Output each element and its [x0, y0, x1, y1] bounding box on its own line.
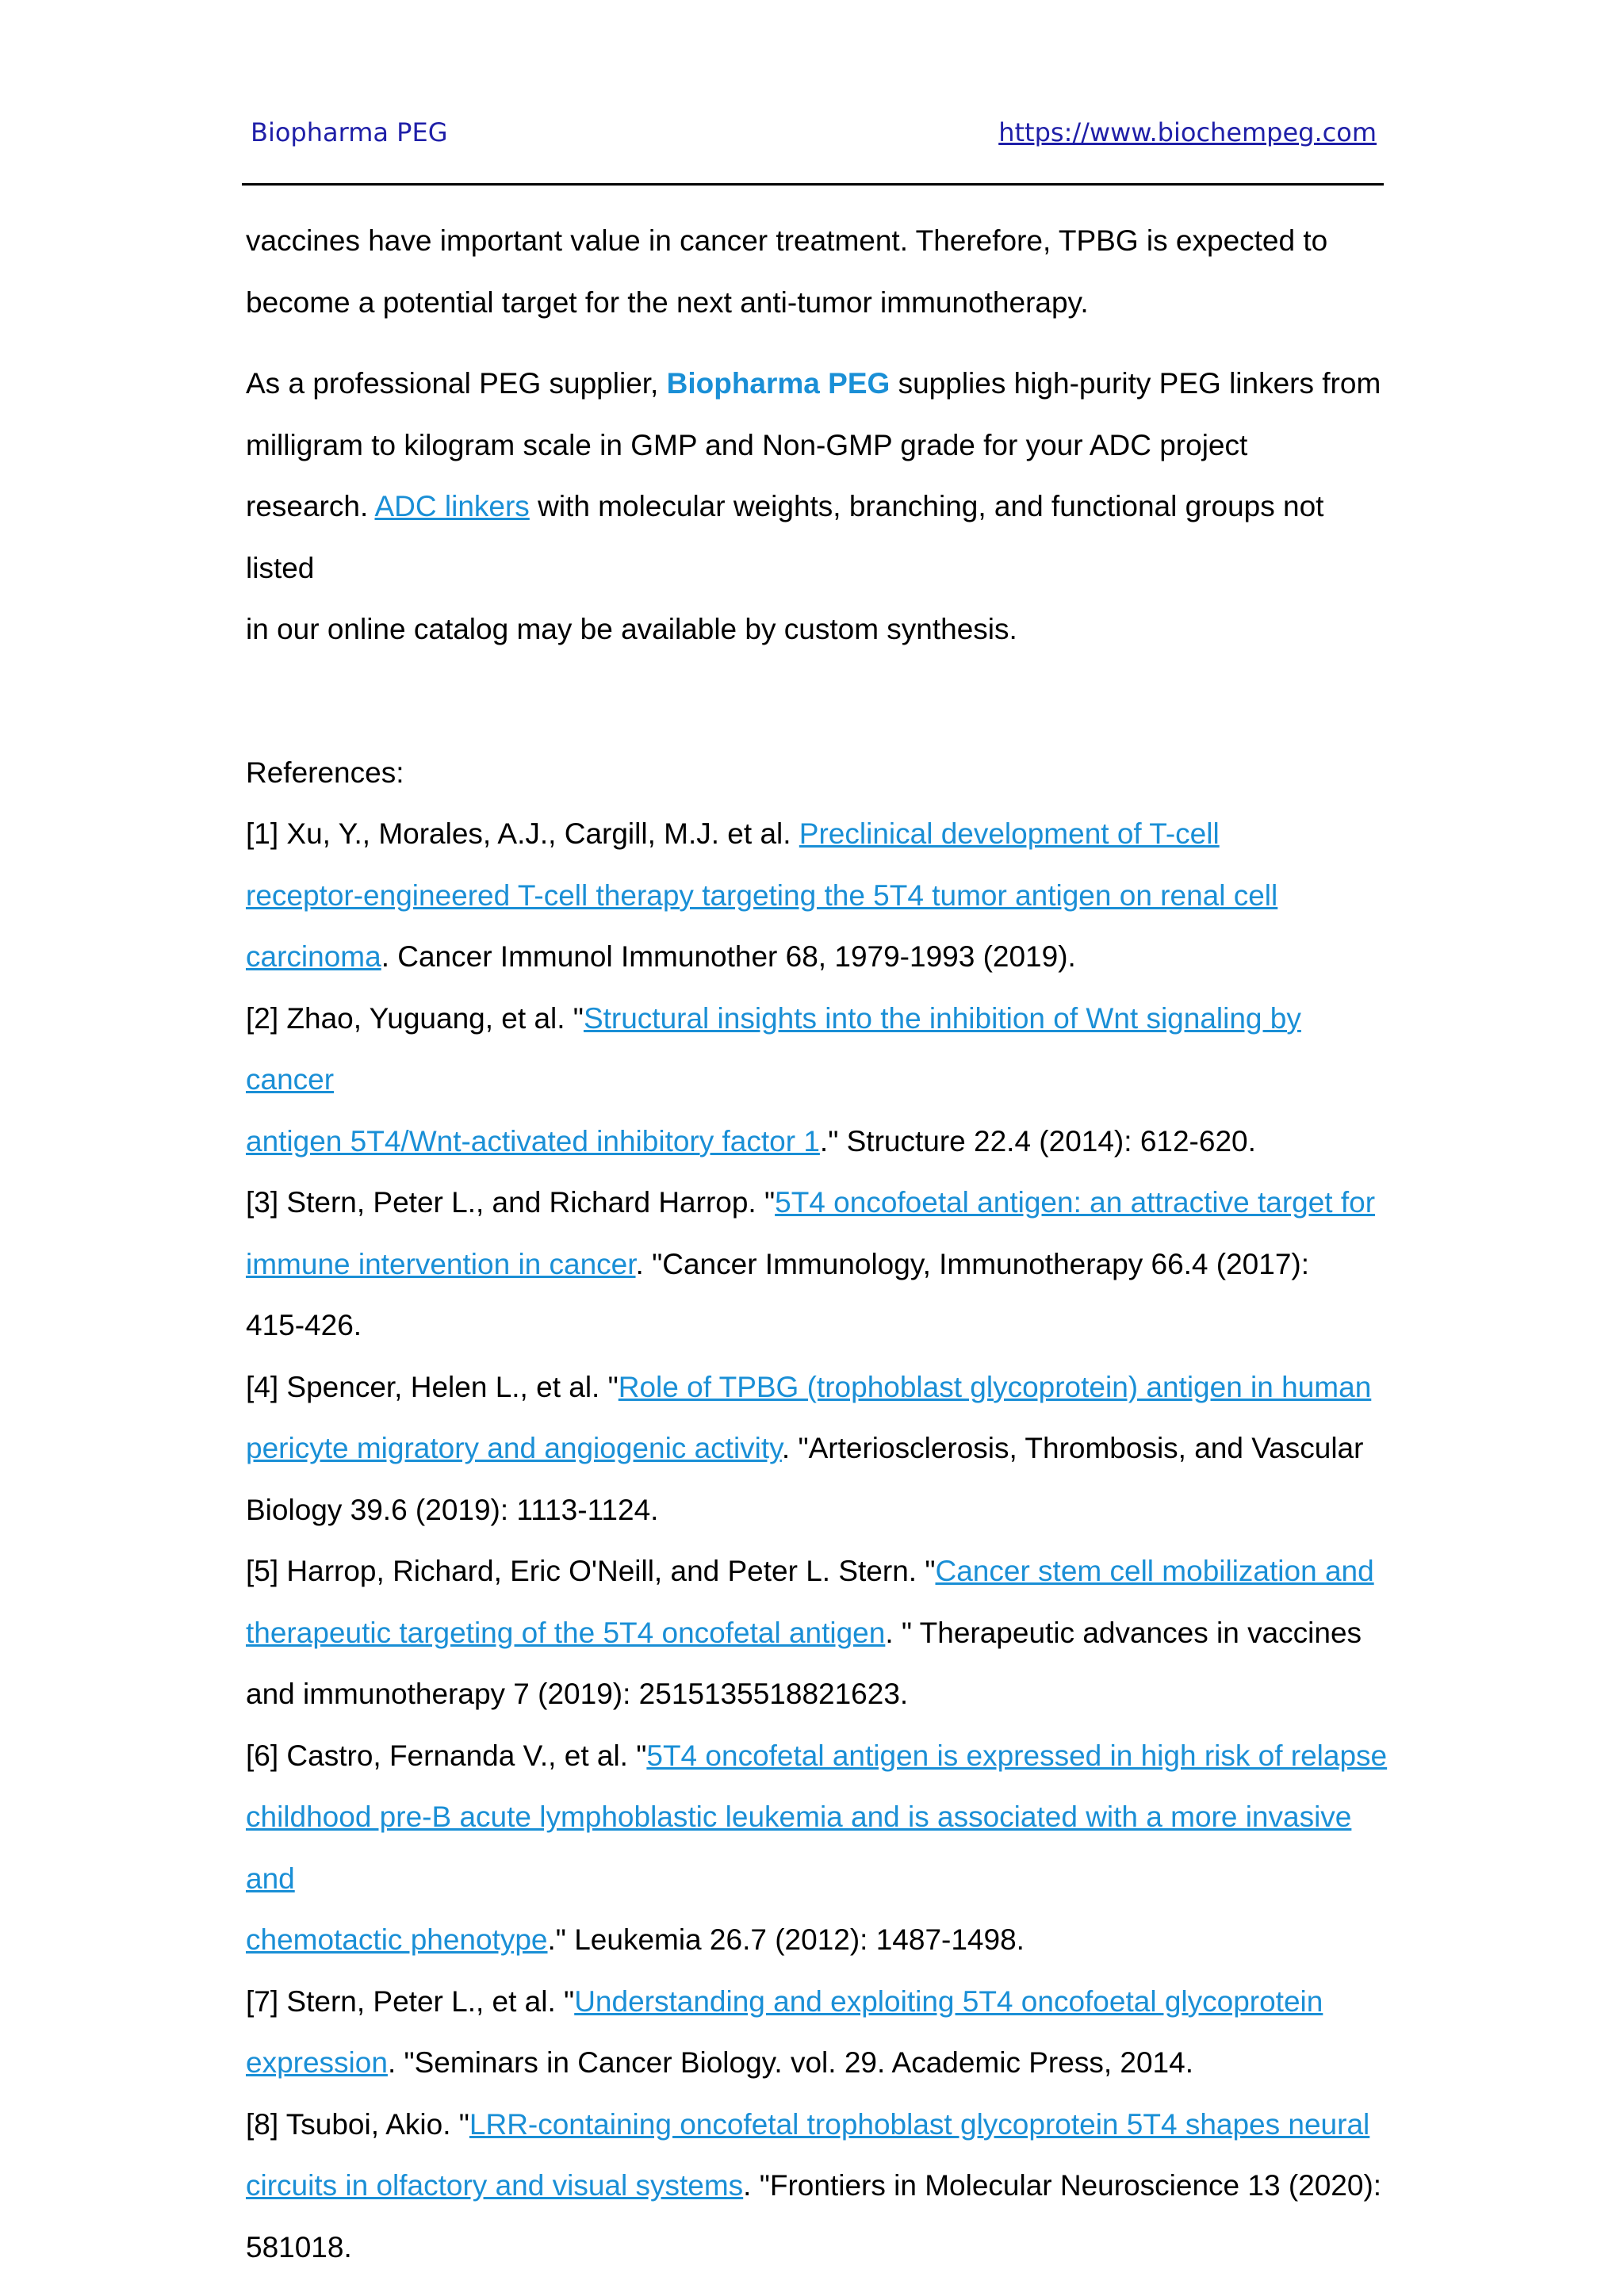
reference-8-link[interactable]: LRR-containing oncofetal trophoblast glycoprotein 5T4 shapes neural circuits in olfactory and visual systems	[246, 2107, 1370, 2202]
reference-2-link[interactable]: Structural insights into the inhibition of Wnt signaling by cancer antigen 5T4/Wnt-activated inhibitory factor 1	[246, 1001, 1301, 1158]
reference-1: [1] Xu, Y., Morales, A.J., Cargill, M.J. et al. Preclinical development of T-cell receptor-engineered T-cell therapy targeting the 5T4 tumor antigen on renal cell carcinoma. Cancer Immunol Immunother 68, 1979-1993 (2019).	[246, 817, 1278, 973]
paragraph-supplier: As a professional PEG supplier, Biopharma PEG supplies high-purity PEG linkers from milligram to kilogram scale in GMP and Non-GMP grade for your ADC project research. ADC linkers with molecular weights, branching, and functional groups not listed in our online catalog may be available by custom synthesis.	[246, 367, 1381, 645]
header-brand: Biopharma PEG	[251, 117, 448, 147]
page-header	[244, 111, 1377, 159]
header-url-link[interactable]: https://www.biochempeg.com	[998, 117, 1377, 147]
document-body	[246, 210, 1388, 2278]
adc-linkers-link[interactable]: ADC linkers	[374, 490, 530, 522]
reference-2: [2] Zhao, Yuguang, et al. "Structural insights into the inhibition of Wnt signaling by cancer antigen 5T4/Wnt-activated inhibitory factor 1." Structure 22.4 (2014): 612-620.	[246, 1001, 1301, 1158]
reference-3: [3] Stern, Peter L., and Richard Harrop. "5T4 oncofoetal antigen: an attractive target for immune intervention in cancer. "Cancer Immunology, Immunotherapy 66.4 (2017): 415-426.	[246, 1186, 1376, 1341]
reference-1-link[interactable]: Preclinical development of T-cell receptor-engineered T-cell therapy targeting the 5T4 tumor antigen on renal cell carcinoma	[246, 817, 1278, 973]
reference-3-link[interactable]: 5T4 oncofoetal antigen: an attractive target for immune intervention in cancer	[246, 1186, 1376, 1280]
reference-5-link[interactable]: Cancer stem cell mobilization and therapeutic targeting of the 5T4 oncofetal antigen	[246, 1555, 1374, 1649]
biopharma-peg-link[interactable]: Biopharma PEG	[666, 367, 891, 400]
references-heading: References:	[246, 756, 404, 789]
reference-7-link[interactable]: Understanding and exploiting 5T4 oncofoetal glycoprotein expression	[246, 1984, 1323, 2079]
reference-6-link[interactable]: 5T4 oncofetal antigen is expressed in high risk of relapse childhood pre-B acute lymphoblastic leukemia and is associated with a more invasive and chemotactic phenotype	[246, 1739, 1388, 1956]
reference-8: [8] Tsuboi, Akio. "LRR-containing oncofetal trophoblast glycoprotein 5T4 shapes neural circuits in olfactory and visual systems. "Frontiers in Molecular Neuroscience 13 (2020): 581018.	[246, 2107, 1382, 2263]
header-divider	[242, 183, 1384, 186]
reference-7: [7] Stern, Peter L., et al. "Understanding and exploiting 5T4 oncofoetal glycoprotein expression. "Seminars in Cancer Biology. vol. 29. Academic Press, 2014.	[246, 1984, 1323, 2079]
reference-4-link[interactable]: Role of TPBG (trophoblast glycoprotein) antigen in human pericyte migratory and angiogenic activity	[246, 1370, 1372, 1464]
reference-6: [6] Castro, Fernanda V., et al. "5T4 oncofetal antigen is expressed in high risk of relapse childhood pre-B acute lymphoblastic leukemia and is associated with a more invasive and chemotactic phenotype." Leukemia 26.7 (2012): 1487-1498.	[246, 1739, 1388, 1956]
reference-4: [4] Spencer, Helen L., et al. "Role of TPBG (trophoblast glycoprotein) antigen in human pericyte migratory and angiogenic activity. "Arteriosclerosis, Thrombosis, and Vascular Biology 39.6 (2019): 1113-1124.	[246, 1370, 1372, 1526]
paragraph-intro: vaccines have important value in cancer treatment. Therefore, TPBG is expected to become a potential target for the next anti-tumor immunotherapy.	[246, 224, 1328, 319]
reference-5: [5] Harrop, Richard, Eric O'Neill, and Peter L. Stern. "Cancer stem cell mobilization and therapeutic targeting of the 5T4 oncofetal antigen. " Therapeutic advances in vaccines and immunotherapy 7 (2019): 2515135518821623.	[246, 1555, 1374, 1710]
